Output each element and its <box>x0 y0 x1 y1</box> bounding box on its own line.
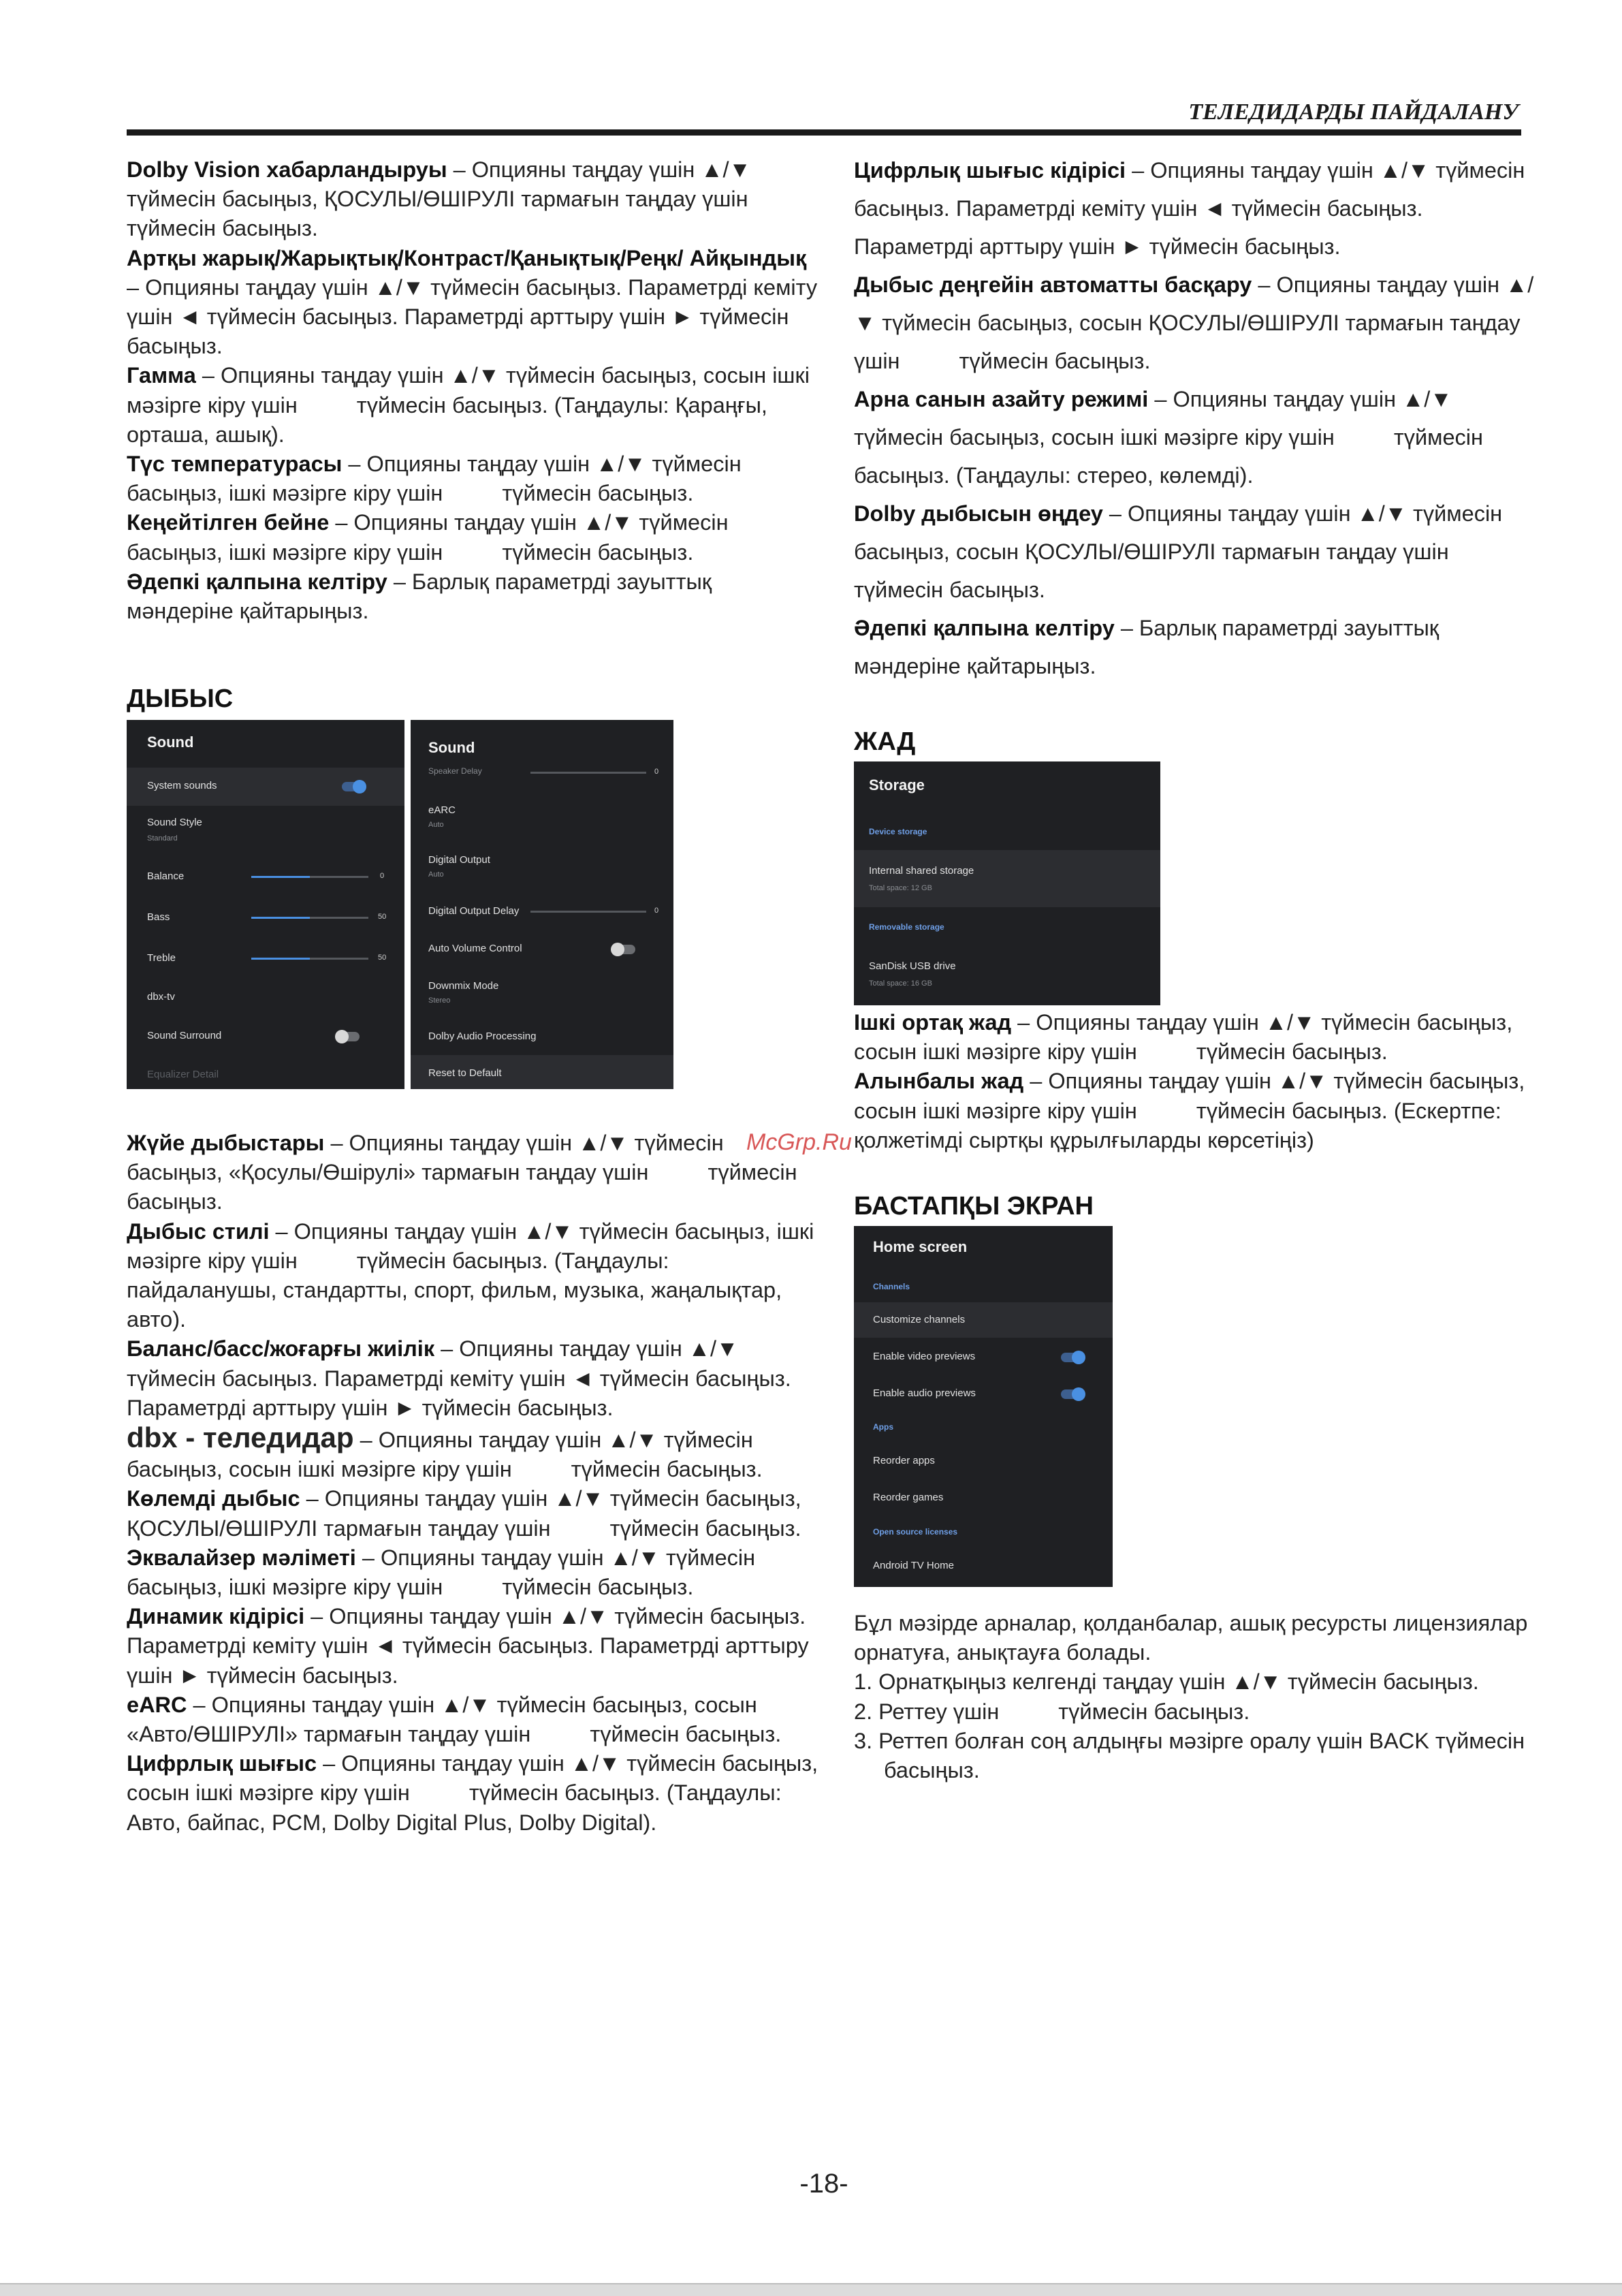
customize-channels-label[interactable]: Customize channels <box>873 1314 966 1325</box>
para-speaker-delay: Динамик кідірісі – Опцияны таңдау үшін ▲/▼ түймесін басыңыз. Параметрді кеміту үшін ◄ түймесін басыңыз. Параметрді арттыру үшін ► түймесін басыңыз. <box>127 1604 809 1688</box>
bass-label[interactable]: Bass <box>147 911 170 923</box>
watermark: McGrp.Ru <box>746 1129 852 1155</box>
left-bottom-text <box>127 1129 821 1838</box>
highlight-row-storage <box>854 850 1160 907</box>
speaker-delay-label[interactable]: Speaker Delay <box>428 766 482 776</box>
downmix-value: Stereo <box>428 996 451 1005</box>
para-backlight: Артқы жарық/Жарықтық/Контраст/Қанықтық/Реңк/ Айқындық – Опцияны таңдау үшін ▲/▼ түймесін басыңыз. Параметрді кеміту үшін ◄ түймесін басыңыз. Параметрді арттыру үшін ► түймесін басыңыз. <box>127 245 818 359</box>
video-previews-toggle[interactable] <box>1061 1353 1084 1362</box>
header-title: ТЕЛЕДИДАРДЫ ПАЙДАЛАНУ <box>1188 99 1518 125</box>
section-storage: ЖАД <box>854 727 916 756</box>
treble-slider[interactable] <box>251 958 368 960</box>
para-balance: Баланс/басс/жоғарғы жиілік – Опцияны таңдау үшін ▲/▼ түймесін басыңыз. Параметрді кеміту үшін ◄ түймесін басыңыз. Параметрді арттыру үшін ► түймесін басыңыз. <box>127 1336 791 1420</box>
para-digital-output-delay: Цифрлық шығыс кідірісі – Опцияны таңдау үшін ▲/▼ түймесін басыңыз. Параметрді кеміту үшін ◄ түймесін басыңыз. Параметрді арттыру үшін ► түймесін басыңыз. <box>854 158 1525 259</box>
para-dbx: dbx - теледидар – Опцияны таңдау үшін ▲/▼ түймесін басыңыз, сосын ішкі мәзірге кіру үшін түймесін басыңыз. <box>127 1421 763 1482</box>
para-home-step2: 2. Реттеу үшін түймесін басыңыз. <box>854 1699 1250 1724</box>
para-removable-storage: Алынбалы жад – Опцияны таңдау үшін ▲/▼ түймесін басыңыз, сосын ішкі мәзірге кіру үшін түймесін басыңыз. (Ескертпе: қолжетімді сыртқы құрылғыларды көрсетіңіз) <box>854 1069 1525 1152</box>
usb-drive-size: Total space: 16 GB <box>869 979 932 988</box>
bass-slider[interactable] <box>251 917 368 919</box>
bottom-edge <box>0 2283 1622 2296</box>
internal-storage-label[interactable]: Internal shared storage <box>869 865 974 877</box>
balance-label[interactable]: Balance <box>147 870 185 882</box>
para-system-sounds: Жүйе дыбыстары – Опцияны таңдау үшін ▲/▼ түймесін басыңыз, «Қосулы/Өшірулі» тармағын таңдау үшін түймесін басыңыз. <box>127 1131 797 1214</box>
home-screen-menu <box>854 1226 1113 1587</box>
para-surround: Көлемді дыбыс – Опцияны таңдау үшін ▲/▼ түймесін басыңыз, ҚОСУЛЫ/ӨШІРУЛІ тармағын таңдау үшін түймесін басыңыз. <box>127 1486 801 1541</box>
speaker-delay-value: 0 <box>654 768 659 776</box>
balance-value: 0 <box>380 872 385 880</box>
para-earc: eARC – Опцияны таңдау үшін ▲/▼ түймесін басыңыз, сосын «Авто/ӨШІРУЛІ» тармағын таңдау үшін түймесін басыңыз. <box>127 1692 782 1747</box>
storage-menu-title: Storage <box>869 776 925 793</box>
audio-previews-label[interactable]: Enable audio previews <box>873 1387 976 1399</box>
earc-label[interactable]: eARC <box>428 804 456 816</box>
digital-output-delay-slider[interactable] <box>530 911 646 913</box>
video-previews-label[interactable]: Enable video previews <box>873 1351 976 1362</box>
para-auto-volume: Дыбыс деңгейін автоматты басқару – Опцияны таңдау үшін ▲/▼ түймесін басыңыз, сосын ҚОСУЛЫ/ӨШІРУЛІ тармағын таңдау үшін түймесін басыңыз. <box>854 272 1534 373</box>
left-top-text <box>127 155 821 626</box>
para-equalizer: Эквалайзер мәліметі – Опцияны таңдау үшін ▲/▼ түймесін басыңыз, ішкі мәзірге кіру үшін түймесін басыңыз. <box>127 1545 756 1600</box>
device-storage-heading: Device storage <box>869 827 927 836</box>
licenses-heading: Open source licenses <box>873 1527 958 1537</box>
home-screen-title: Home screen <box>873 1238 968 1255</box>
right-home-text <box>854 1609 1542 1785</box>
auto-volume-toggle[interactable] <box>612 945 635 954</box>
system-sounds-toggle[interactable] <box>342 782 365 791</box>
sound-surround-toggle[interactable] <box>336 1032 360 1041</box>
digital-output-label[interactable]: Digital Output <box>428 854 490 866</box>
equalizer-detail-label[interactable]: Equalizer Detail <box>147 1069 219 1080</box>
digital-output-delay-value: 0 <box>654 907 659 915</box>
para-home-intro: Бұл мәзірде арналар, қолданбалар, ашық ресурсты лицензиялар орнатуға, анықтауға болады. <box>854 1611 1528 1665</box>
usb-drive-label[interactable]: SanDisk USB drive <box>869 960 956 972</box>
reorder-games-label[interactable]: Reorder games <box>873 1492 944 1503</box>
sound-style-label[interactable]: Sound Style <box>147 817 202 828</box>
storage-menu-screen <box>854 761 1160 1005</box>
apps-heading: Apps <box>873 1422 893 1432</box>
para-home-step3: 3. Реттеп болған соң алдыңғы мәзірге оралу үшін BACK түймесін басыңыз. <box>854 1728 1525 1783</box>
para-advanced-video: Кеңейтілген бейне – Опцияны таңдау үшін ▲/▼ түймесін басыңыз, ішкі мәзірге кіру үшін түймесін басыңыз. <box>127 510 729 565</box>
removable-storage-heading: Removable storage <box>869 922 944 932</box>
para-color-temp: Түс температурасы – Опцияны таңдау үшін ▲/▼ түймесін басыңыз, ішкі мәзірге кіру үшін түймесін басыңыз. <box>127 452 742 506</box>
auto-volume-label[interactable]: Auto Volume Control <box>428 943 522 954</box>
dolby-processing-label[interactable]: Dolby Audio Processing <box>428 1031 537 1042</box>
sound-surround-label[interactable]: Sound Surround <box>147 1030 222 1041</box>
downmix-label[interactable]: Downmix Mode <box>428 980 499 992</box>
treble-value: 50 <box>378 954 387 962</box>
para-gamma: Гамма – Опцияны таңдау үшін ▲/▼ түймесін басыңыз, сосын ішкі мәзірге кіру үшін түймесін басыңыз. (Таңдаулы: Қараңғы, орташа, ашық). <box>127 363 810 447</box>
audio-previews-toggle[interactable] <box>1061 1389 1084 1399</box>
para-home-step1: 1. Орнатқыңыз келгенді таңдау үшін ▲/▼ түймесін басыңыз. <box>854 1669 1479 1695</box>
para-dolby-vision: Dolby Vision хабарландыруы – Опцияны таңдау үшін ▲/▼ түймесін басыңыз, ҚОСУЛЫ/ӨШІРУЛІ тармағын таңдау үшін түймесін басыңыз. <box>127 157 751 241</box>
channels-heading: Channels <box>873 1282 910 1291</box>
digital-output-delay-label[interactable]: Digital Output Delay <box>428 905 520 917</box>
para-digital-output: Цифрлық шығыс – Опцияны таңдау үшін ▲/▼ түймесін басыңыз, сосын ішкі мәзірге кіру үшін түймесін басыңыз. (Таңдаулы: Авто, байпас, PCM, Dolby Digital Plus, Dolby Digital). <box>127 1751 818 1835</box>
internal-storage-size: Total space: 12 GB <box>869 884 932 892</box>
page-number: -18- <box>799 2169 848 2199</box>
balance-slider[interactable] <box>251 876 368 878</box>
reorder-apps-label[interactable]: Reorder apps <box>873 1455 935 1466</box>
digital-output-value: Auto <box>428 870 444 879</box>
sound-style-value: Standard <box>147 834 178 843</box>
dbx-tv-label[interactable]: dbx-tv <box>147 991 175 1003</box>
para-sound-style: Дыбыс стилі – Опцияны таңдау үшін ▲/▼ түймесін басыңыз, ішкі мәзірге кіру үшін түймесін басыңыз. (Таңдаулы: пайдаланушы, стандартты, спорт, фильм, музыка, жаңалықтар, авто). <box>127 1218 814 1332</box>
system-sounds-label[interactable]: System sounds <box>147 780 217 791</box>
sound-menu-title: Sound <box>147 734 194 751</box>
sound-menu-title-2: Sound <box>428 739 475 756</box>
treble-label[interactable]: Treble <box>147 952 176 964</box>
para-internal-storage: Ішкі ортақ жад – Опцияны таңдау үшін ▲/▼ түймесін басыңыз, сосын ішкі мәзірге кіру үшін түймесін басыңыз. <box>854 1010 1513 1065</box>
sound-menu-screen-2 <box>411 720 673 1089</box>
para-downmix: Арна санын азайту режимі – Опцияны таңдау үшін ▲/▼ түймесін басыңыз, сосын ішкі мәзірге кіру үшін түймесін басыңыз. (Таңдаулы: стерео, көлемді). <box>854 387 1483 488</box>
section-sound: ДЫБЫС <box>127 685 234 713</box>
para-reset-sound: Әдепкі қалпына келтіру – Барлық параметрді зауыттық мәндеріне қайтарыңыз. <box>854 616 1440 678</box>
speaker-delay-slider[interactable] <box>530 772 646 774</box>
sound-menu-screen-1 <box>127 720 404 1089</box>
reset-default-label[interactable]: Reset to Default <box>428 1067 502 1079</box>
android-tv-home-label[interactable]: Android TV Home <box>873 1560 954 1571</box>
right-storage-text <box>854 1008 1542 1155</box>
section-home-screen: БАСТАПҚЫ ЭКРАН <box>854 1192 1094 1221</box>
para-dolby-processing: Dolby дыбысын өңдеу – Опцияны таңдау үшін ▲/▼ түймесін басыңыз, сосын ҚОСУЛЫ/ӨШІРУЛІ тармағын таңдау үшін түймесін басыңыз. <box>854 501 1503 602</box>
bass-value: 50 <box>378 913 387 921</box>
para-reset-picture: Әдепкі қалпына келтіру – Барлық параметрді зауыттық мәндеріне қайтарыңыз. <box>127 569 712 624</box>
earc-value: Auto <box>428 821 444 829</box>
header-rule <box>127 129 1521 136</box>
right-top-text <box>854 151 1542 685</box>
